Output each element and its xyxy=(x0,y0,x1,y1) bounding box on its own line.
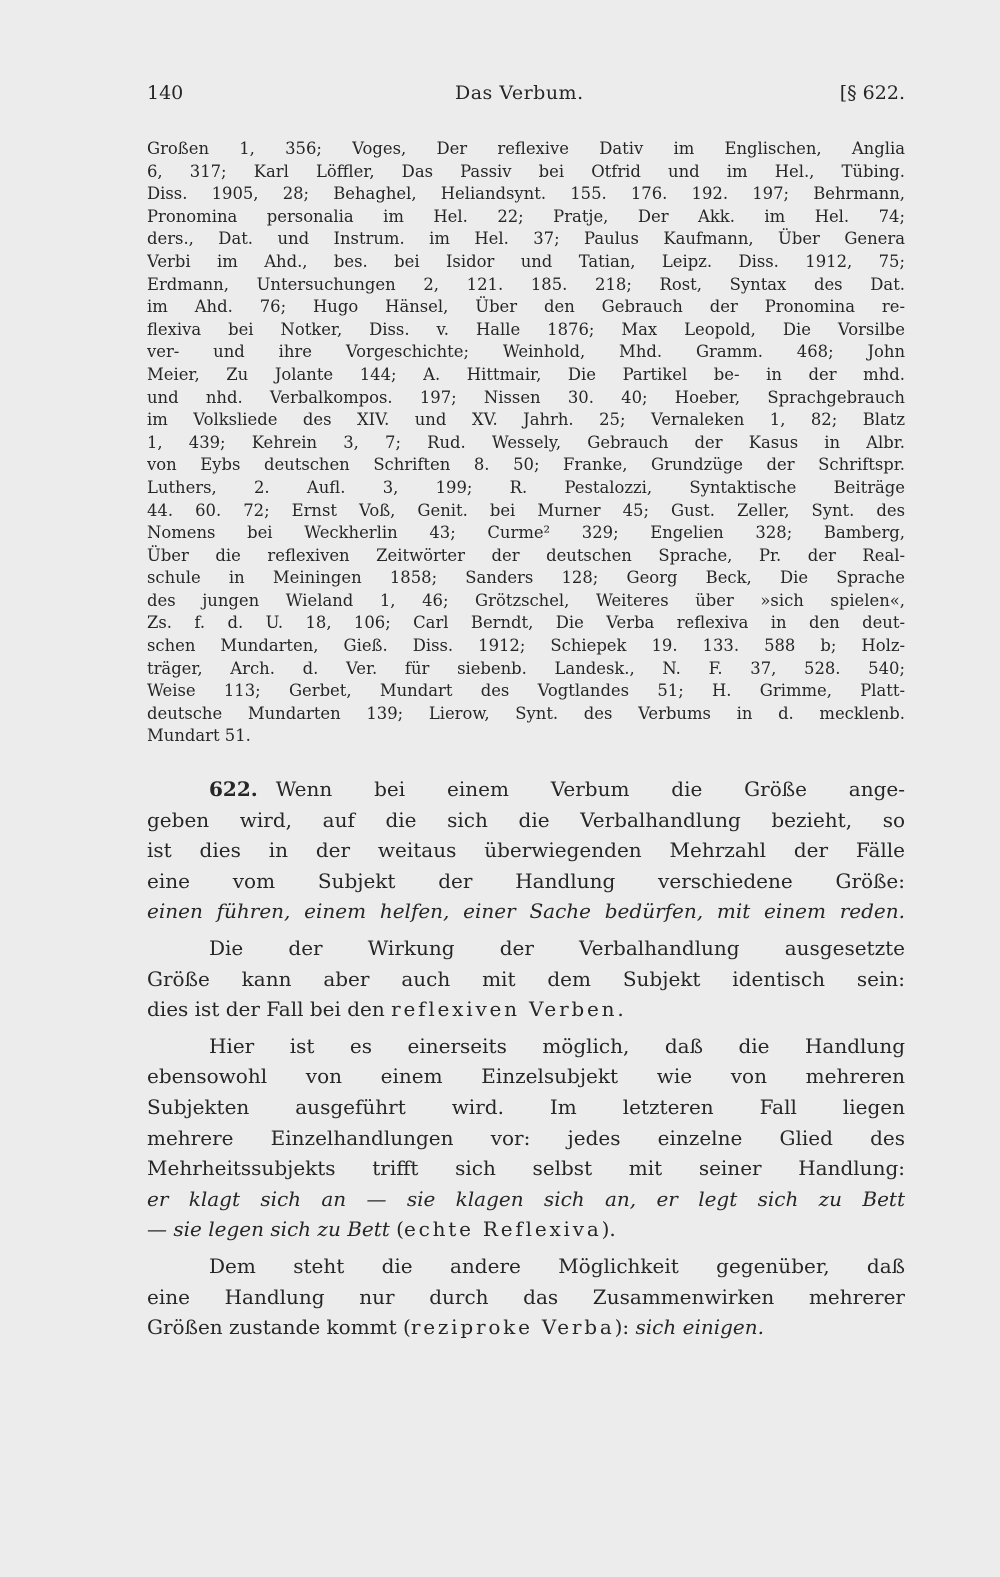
bibliography-line: Weise 113; Gerbet, Mundart des Vogtlandes 51; H. Grimme, Platt- xyxy=(147,681,905,701)
bibliography-line: Nomens bei Weckherlin 43; Curme² 329; Engelien 328; Bamberg, xyxy=(147,523,905,543)
paren-close: ). xyxy=(601,1217,616,1242)
paragraph-line: Dem steht die andere Möglichkeit gegenüber, daß xyxy=(209,1253,905,1278)
bibliography-line: Über die reflexiven Zeitwörter der deutschen Sprache, Pr. der Real- xyxy=(147,545,905,565)
example-line: er klagt sich an — sie klagen sich an, er legt sich zu Bett xyxy=(147,1186,905,1211)
paragraph-line: geben wird, auf die sich die Verbalhandlung bezieht, so xyxy=(147,807,905,832)
bibliography-line: Meier, Zu Jolante 144; A. Hittmair, Die Partikel be- in der mhd. xyxy=(147,364,905,384)
paragraph-line: ebensowohl von einem Einzelsubjekt wie von mehreren xyxy=(147,1064,905,1089)
paragraph-line: Größe kann aber auch mit dem Subjekt identisch sein: xyxy=(147,966,905,991)
bibliography-line: im Ahd. 76; Hugo Hänsel, Über den Gebrauch der Pronomina re- xyxy=(147,297,905,317)
bibliography-line: Luthers, 2. Aufl. 3, 199; R. Pestalozzi, Syntaktische Beiträge xyxy=(147,477,905,497)
bibliography-line: Verbi im Ahd., bes. bei Isidor und Tatian, Leipz. Diss. 1912, 75; xyxy=(147,251,905,271)
bibliography-line: schule in Meiningen 1858; Sanders 128; Georg Beck, Die Sprache xyxy=(147,568,905,588)
paragraph-line: ist dies in der weitaus überwiegenden Mehrzahl der Fälle xyxy=(147,838,905,863)
example-text: — sie legen sich zu Bett xyxy=(147,1217,390,1242)
bibliography-line: von Eybs deutschen Schriften 8. 50; Franke, Grundzüge der Schriftspr. xyxy=(147,455,905,475)
bibliography-line: träger, Arch. d. Ver. für siebenb. Landesk., N. F. 37, 528. 540; xyxy=(147,658,905,678)
bibliography-line: 44. 60. 72; Ernst Voß, Genit. bei Murner 45; Gust. Zeller, Synt. des xyxy=(147,500,905,520)
bibliography-line: Pronomina personalia im Hel. 22; Pratje, Der Akk. im Hel. 74; xyxy=(147,206,905,226)
paragraph-line: eine vom Subjekt der Handlung verschiedene Größe: xyxy=(147,868,905,893)
bibliography-line: ver- und ihre Vorgeschichte; Weinhold, Mhd. Gramm. 468; John xyxy=(147,342,905,362)
bibliography-line: im Volksliede des XIV. und XV. Jahrh. 25; Vernaleken 1, 82; Blatz xyxy=(147,410,905,430)
paragraph-2 xyxy=(147,933,905,1025)
paragraph-line xyxy=(147,994,905,1025)
paragraph-text: dies ist der Fall bei den xyxy=(147,997,385,1022)
paragraph-text: Wenn bei einem Verbum die Größe ange- xyxy=(275,777,905,802)
section-622-body xyxy=(147,774,905,1343)
bibliography-line: ders., Dat. und Instrum. im Hel. 37; Paulus Kaufmann, Über Genera xyxy=(147,229,905,249)
paren-open: ( xyxy=(396,1217,404,1242)
paragraph-line: Mehrheitssubjekts trifft sich selbst mit seiner Handlung: xyxy=(147,1156,905,1181)
paragraph-line: Subjekten ausgeführt wird. Im letzteren Fall liegen xyxy=(147,1094,905,1119)
bibliography-block xyxy=(147,138,905,748)
running-title: Das Verbum. xyxy=(455,82,584,104)
bibliography-line: Erdmann, Untersuchungen 2, 121. 185. 218; Rost, Syntax des Dat. xyxy=(147,274,905,294)
section-reference: [§ 622. xyxy=(839,82,905,104)
spaced-term-reflexive-verbs: reflexiven Verben. xyxy=(391,997,627,1022)
paragraph-line: mehrere Einzelhandlungen vor: jedes einzelne Glied des xyxy=(147,1125,905,1150)
paragraph-4 xyxy=(147,1251,905,1343)
paragraph-line xyxy=(147,1214,905,1245)
paragraph-line: eine Handlung nur durch das Zusammenwirken mehrerer xyxy=(147,1284,905,1309)
paragraph-line xyxy=(147,1312,905,1343)
bibliography-line: Mundart 51. xyxy=(147,726,251,746)
bibliography-line: 1, 439; Kehrein 3, 7; Rud. Wessely, Gebrauch der Kasus in Albr. xyxy=(147,432,905,452)
paragraph-text: ): xyxy=(614,1315,630,1340)
bibliography-line: 6, 317; Karl Löffler, Das Passiv bei Otfrid und im Hel., Tübing. xyxy=(147,161,905,181)
bibliography-line: und nhd. Verbalkompos. 197; Nissen 30. 40; Hoeber, Sprachgebrauch xyxy=(147,387,905,407)
bibliography-line: deutsche Mundarten 139; Lierow, Synt. des Verbums in d. mecklenb. xyxy=(147,703,905,723)
example-text: sich einigen. xyxy=(635,1315,765,1340)
bibliography-line: Zs. f. d. U. 18, 106; Carl Berndt, Die Verba reflexiva in den deut- xyxy=(147,613,905,633)
paragraph-line xyxy=(147,774,905,805)
paragraph-line: Die der Wirkung der Verbalhandlung ausgesetzte xyxy=(209,936,905,960)
bibliography-line: schen Mundarten, Gieß. Diss. 1912; Schiepek 19. 133. 588 b; Holz- xyxy=(147,636,905,656)
example-line: einen führen, einem helfen, einer Sache bedürfen, mit einem reden. xyxy=(147,899,905,924)
paragraph-1 xyxy=(147,774,905,927)
running-header xyxy=(147,78,905,108)
bibliography-line: flexiva bei Notker, Diss. v. Halle 1876; Max Leopold, Die Vorsilbe xyxy=(147,319,905,339)
bibliography-line: Diss. 1905, 28; Behaghel, Heliandsynt. 155. 176. 192. 197; Behrmann, xyxy=(147,184,905,204)
bibliography-line: des jungen Wieland 1, 46; Grötzschel, Weiteres über »sich spielen«, xyxy=(147,590,905,610)
paragraph-line: Hier ist es einerseits möglich, daß die Handlung xyxy=(209,1033,905,1058)
section-number: 622. xyxy=(209,777,258,802)
spaced-term-reziproke-verba: reziproke Verba xyxy=(410,1315,615,1340)
paragraph-text: Größen zustande kommt ( xyxy=(147,1315,411,1340)
bibliography-line: Großen 1, 356; Voges, Der reflexive Dativ im Englischen, Anglia xyxy=(147,139,905,158)
page-number: 140 xyxy=(147,82,184,104)
paragraph-3 xyxy=(147,1031,905,1245)
spaced-term-echte-reflexiva: echte Reflexiva xyxy=(403,1217,602,1242)
